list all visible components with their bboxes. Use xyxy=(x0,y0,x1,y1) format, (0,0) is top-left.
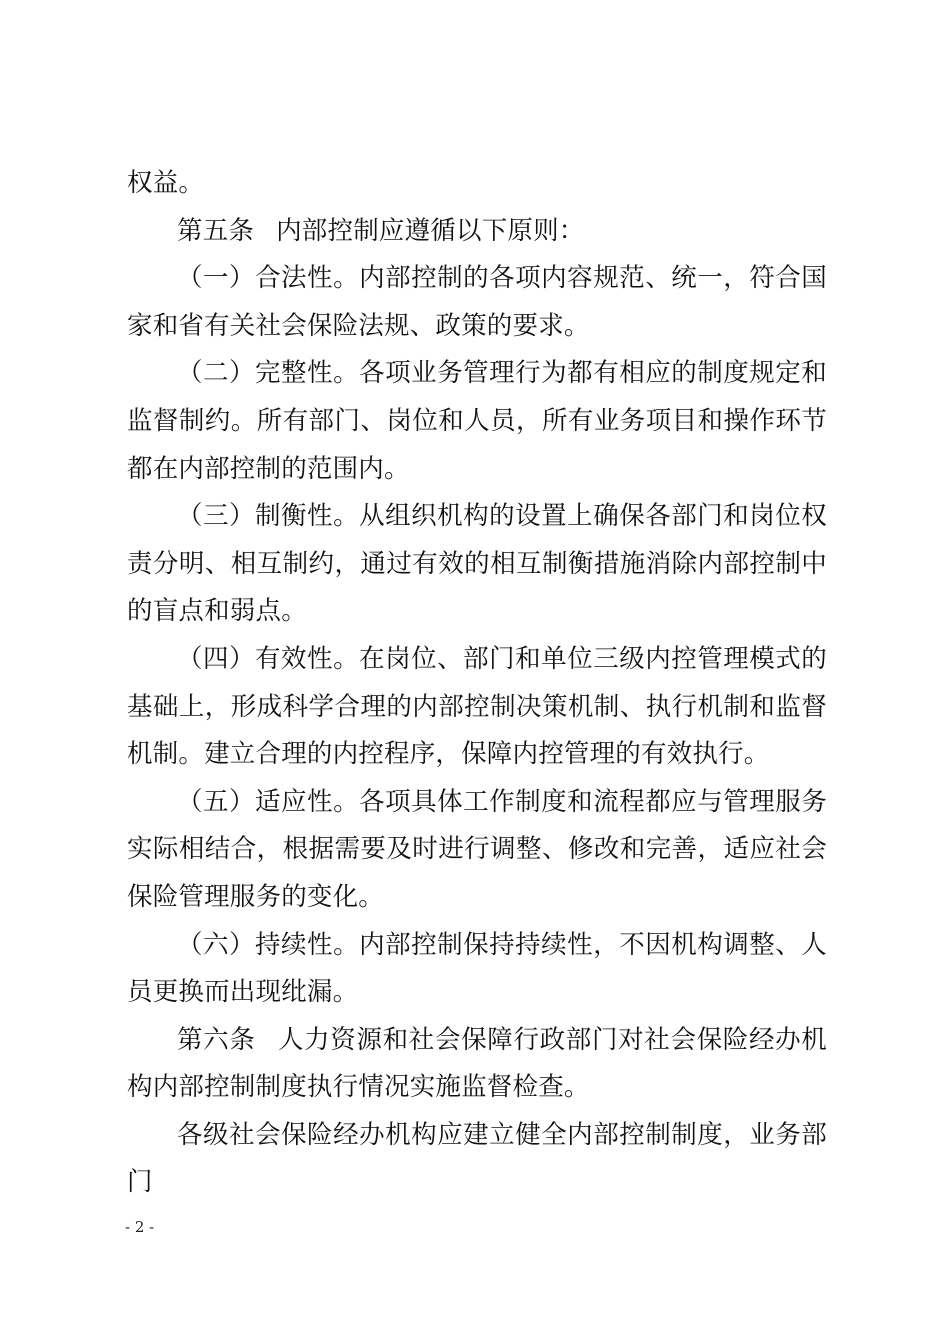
principle-2: （二）完整性。各项业务管理行为都有相应的制度规定和监督制约。所有部门、岗位和人员，所有业务项目和操作环节都在内部控制的范围内。 xyxy=(127,358,827,484)
paragraph-1: 权益。 xyxy=(127,168,205,198)
principle-5: （五）适应性。各项具体工作制度和流程都应与管理服务实际相结合，根据需要及时进行调整、修改和完善，适应社会保险管理服务的变化。 xyxy=(127,786,827,912)
paragraph-last: 各级社会保险经办机构应建立健全内部控制制度，业务部门 xyxy=(127,1119,827,1198)
article-text: 内部控制应遵循以下原则： xyxy=(276,215,585,246)
article-5-heading xyxy=(127,208,827,256)
principle-6: （六）持续性。内部控制保持持续性，不因机构调整、人员更换而出现纰漏。 xyxy=(127,929,827,1008)
article-text: 人力资源和社会保障行政部门对社会保险经办机构内部控制制度执行情况实施监督检查。 xyxy=(127,1024,827,1103)
document-body xyxy=(127,160,827,1207)
principle-4: （四）有效性。在岗位、部门和单位三级内控管理模式的基础上，形成科学合理的内部控制决策机制、执行机制和监督机制。建立合理的内控程序，保障内控管理的有效执行。 xyxy=(127,643,827,770)
principle-1: （一）合法性。内部控制的各项内容规范、统一，符合国家和省有关社会保险法规、政策的要求。 xyxy=(127,263,827,341)
article-label: 第五条 xyxy=(177,215,255,246)
principle-3: （三）制衡性。从组织机构的设置上确保各部门和岗位权责分明、相互制约，通过有效的相互制衡措施消除内部控制中的盲点和弱点。 xyxy=(127,501,827,627)
article-6 xyxy=(127,1017,827,1112)
page-number: - 2 - xyxy=(125,1218,155,1236)
article-label: 第六条 xyxy=(177,1024,256,1055)
